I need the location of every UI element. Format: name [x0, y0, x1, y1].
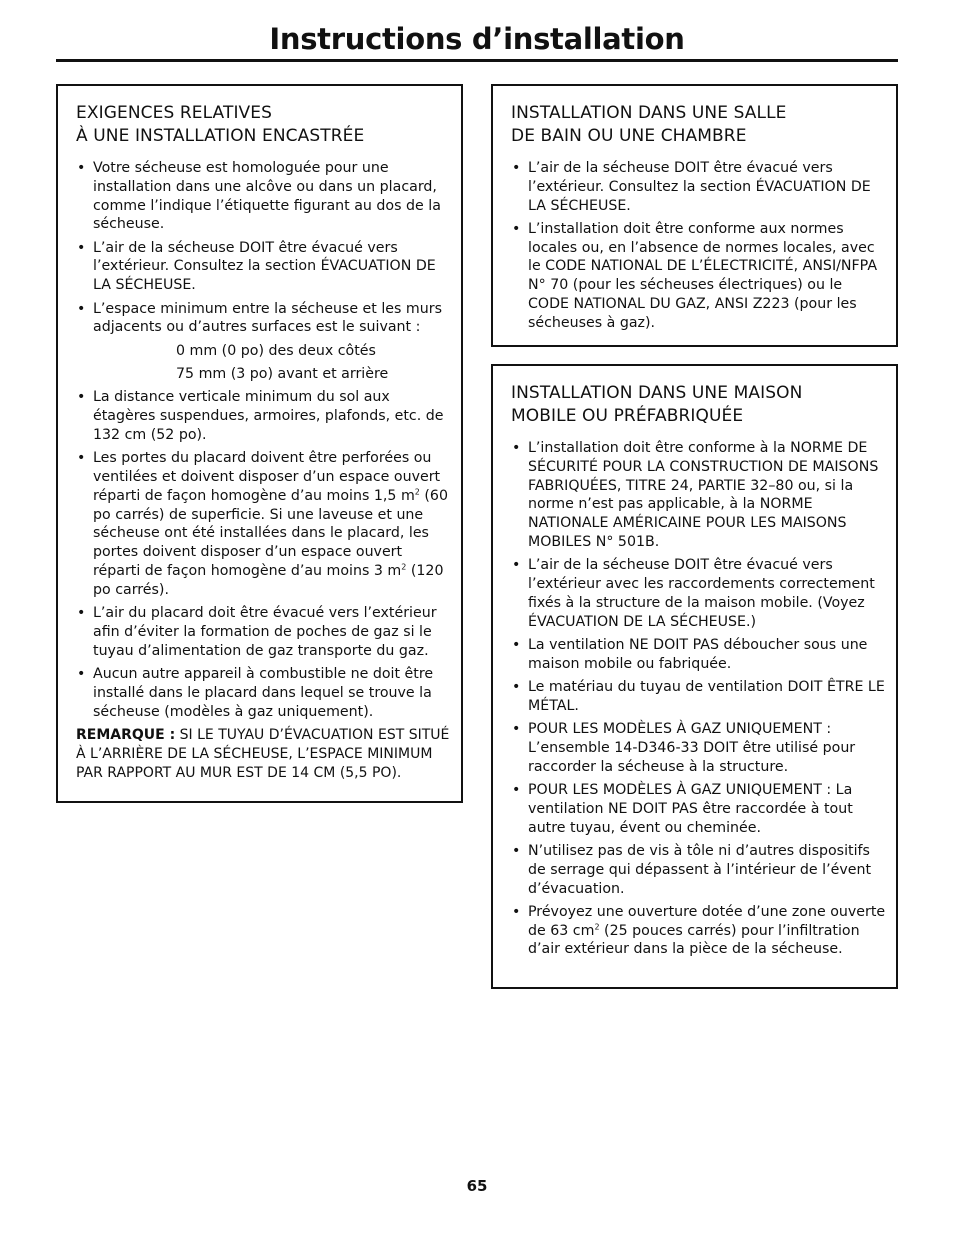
heading-line-1: INSTALLATION DANS UNE MAISON: [511, 383, 803, 403]
list-item: • L’air du placard doit être évacué vers l’extérieur afin d’éviter la formation de poches de gaz si le tuyau d’alimentation de gaz transporte du gaz.: [76, 604, 451, 660]
bathroom-bedroom-installation-box: [491, 84, 898, 347]
page-number: 65: [466, 1177, 488, 1195]
page-title: Instructions d’installation: [269, 22, 685, 56]
text-segment: Prévoyez une ouverture dotée d’une zone ouverte de 63 cm: [528, 903, 886, 939]
list-item: • Le matériau du tuyau de ventilation DOIT ÊTRE LE MÉTAL.: [511, 678, 886, 716]
mobile-home-heading: [511, 382, 886, 428]
mobile-home-list: [511, 439, 886, 959]
list-item: [511, 903, 886, 959]
list-item: • L’espace minimum entre la sécheuse et les murs adjacents ou d’autres surfaces est le suivant :: [76, 300, 451, 338]
title-rule: [56, 59, 898, 62]
note-label: REMARQUE :: [76, 726, 176, 743]
superscript: 2: [401, 562, 407, 572]
list-item: • Votre sécheuse est homologuée pour une installation dans une alcôve ou dans un placard, comme l’indique l’étiquette figurant au dos de la sécheuse.: [76, 159, 451, 234]
heading-line-2: DE BAIN OU UNE CHAMBRE: [511, 126, 747, 146]
heading-line-1: EXIGENCES RELATIVES: [76, 103, 273, 123]
bathroom-bedroom-list: [511, 159, 886, 333]
superscript: 2: [594, 921, 600, 931]
list-item: • N’utilisez pas de vis à tôle ni d’autres dispositifs de serrage qui dépassent à l’intérieur de l’évent d’évacuation.: [511, 842, 886, 898]
list-item: • Aucun autre appareil à combustible ne doit être installé dans le placard dans lequel se trouve la sécheuse (modèles à gaz uniquement).: [76, 665, 451, 721]
heading-line-2: À UNE INSTALLATION ENCASTRÉE: [76, 126, 365, 146]
list-item: [76, 449, 451, 599]
heading-line-1: INSTALLATION DANS UNE SALLE: [511, 103, 787, 123]
text-segment: (120 po carrés).: [93, 562, 444, 598]
text-segment: Les portes du placard doivent être perforées ou ventilées et doivent disposer d’un espace ouvert réparti de façon homogène d’au moins 1,5 m: [93, 450, 441, 504]
heading-line-2: MOBILE OU PRÉFABRIQUÉE: [511, 406, 744, 426]
built-in-installation-heading: [76, 102, 451, 148]
text-segment: (25 pouces carrés) pour l’infiltration d’air extérieur dans la pièce de la sécheuse.: [528, 922, 860, 958]
mobile-home-installation-box: [491, 364, 898, 989]
clearance-sides: 0 mm (0 po) des deux côtés: [176, 342, 376, 359]
note-text: SI LE TUYAU D’ÉVACUATION EST SITUÉ À L’ARRIÈRE DE LA SÉCHEUSE, L’ESPACE MINIMUM PAR RAPPORT AU MUR EST DE 14 CM (5,5 PO).: [76, 726, 450, 781]
list-item: • POUR LES MODÈLES À GAZ UNIQUEMENT : L’ensemble 14-D346-33 DOIT être utilisé pour raccorder la sécheuse à la structure.: [511, 720, 886, 776]
list-item: • L’installation doit être conforme aux normes locales ou, en l’absence de normes locales, avec le CODE NATIONAL DE L’ÉLECTRICITÉ, ANSI/NFPA N° 70 (pour les sécheuses électriques) ou le CODE NATIONAL DU GAZ, ANSI Z223 (pour les sécheuses à gaz).: [511, 220, 886, 333]
list-item: • L’installation doit être conforme à la NORME DE SÉCURITÉ POUR LA CONSTRUCTION DE MAISONS FABRIQUÉES, TITRE 24, PARTIE 32–80 ou, si la norme n’est pas applicable, à la NORME NATIONALE AMÉRICAINE POUR LES MAISONS MOBILES N° 501B.: [511, 439, 886, 552]
superscript: 2: [414, 487, 420, 497]
built-in-installation-box: [56, 84, 463, 803]
note: [76, 726, 451, 783]
text-segment: (60 po carrés) de superficie. Si une laveuse et une sécheuse ont été installées dans le placard, les portes doivent disposer d’un espace ouvert réparti de façon homogène d’au moins 3 m: [93, 487, 448, 579]
list-item: • La distance verticale minimum du sol aux étagères suspendues, armoires, plafonds, etc. de 132 cm (52 po).: [76, 388, 451, 444]
clearance-front-back: 75 mm (3 po) avant et arrière: [176, 365, 389, 382]
list-item: • POUR LES MODÈLES À GAZ UNIQUEMENT : La ventilation NE DOIT PAS être raccordée à tout autre tuyau, évent ou cheminée.: [511, 781, 886, 837]
list-item: • L’air de la sécheuse DOIT être évacué vers l’extérieur. Consultez la section ÉVACUATION DE LA SÉCHEUSE.: [76, 239, 451, 295]
list-item: • La ventilation NE DOIT PAS déboucher sous une maison mobile ou fabriquée.: [511, 636, 886, 674]
built-in-requirements-list-continued: [76, 388, 451, 721]
list-item: • L’air de la sécheuse DOIT être évacué vers l’extérieur. Consultez la section ÉVACUATION DE LA SÉCHEUSE.: [511, 159, 886, 215]
bathroom-bedroom-heading: [511, 102, 886, 148]
list-item: • L’air de la sécheuse DOIT être évacué vers l’extérieur avec les raccordements correctement fixés à la structure de la maison mobile. (Voyez ÉVACUATION DE LA SÉCHEUSE.): [511, 556, 886, 631]
built-in-requirements-list: [76, 159, 451, 337]
